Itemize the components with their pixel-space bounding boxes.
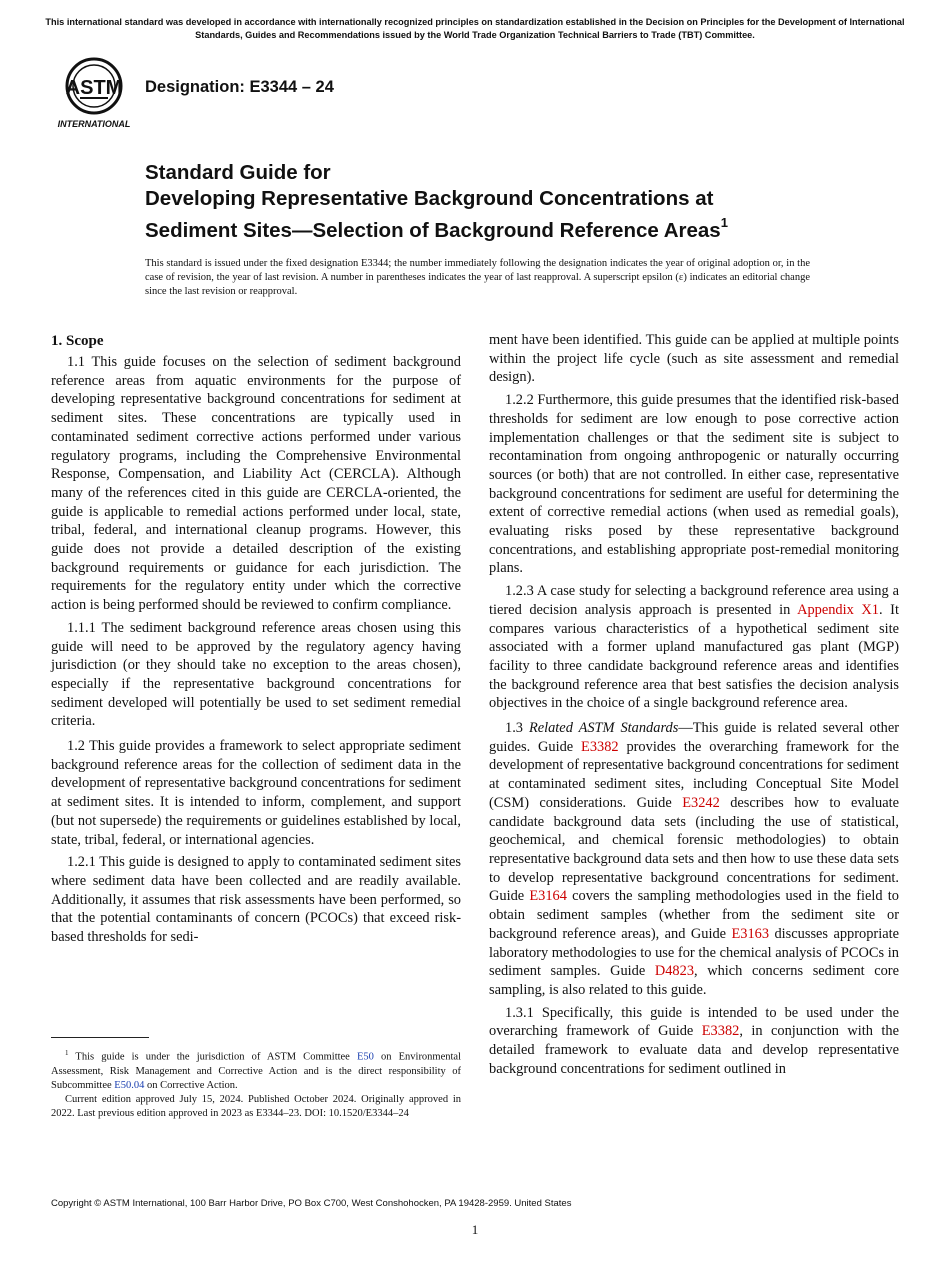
paragraph-1-2-1: 1.2.1 This guide is designed to apply to contaminated sediment sites where sediment data have been collected and are readily available. Additionally, it assumes that risk assessments have been performed, so that the potential contaminants of concern (PCOCs) that exceed risk-based thresholds for sedi- [51,854,461,946]
p131-text-b: , in conjunction with the detailed framework to evaluate data and develop representative background concentrations for sediment outlined in [489,1023,899,1077]
document-title [145,160,865,244]
appendix-x1-link[interactable]: Appendix X1 [797,601,879,618]
footnote-edition: Current edition approved July 15, 2024. Published October 2024. Originally approved in 2022. Last previous edition approved in 2023 as E3344–23. DOI: 10.1520/E3344–24 [51,1093,461,1119]
p13-text-b: provides the overarching framework for the development of representative background concentrations for sediment at contaminated sediment sites, including Conceptual Site Model (CSM) considerations. Guide [489,738,899,811]
footnote-mark: 1 [65,1049,69,1057]
title-footnote-mark: 1 [720,215,728,230]
p13-num: 1.3 [505,720,529,737]
e3382-link[interactable]: E3382 [581,738,619,755]
e3382-link-2[interactable]: E3382 [701,1023,740,1040]
paragraph-1-1-1: 1.1.1 The sediment background reference areas chosen using this guide will need to be approved by the regulatory agency having jurisdiction (or they should take no exception to the areas chosen), especially if the representative background concentrations for sediment developed will potentially be used to set sediment remedial criteria. [51,619,461,730]
wto-notice: This international standard was developed in accordance with internationally recognized principles on standardization established in the Decision on Principles for the Development of International Standards, Guides and Recommendations issued by the World Trade Organization Technical Barriers to Trade (TBT) Committee. [45,17,905,40]
d4823-link[interactable]: D4823 [654,963,695,980]
logo-mark: ASTM [65,77,123,99]
e3242-link[interactable]: E3242 [682,794,720,811]
title-line-3-text: Sediment Sites—Selection of Background Reference Areas [145,218,721,242]
footnote-1 [51,1046,461,1093]
title-line-2: Developing Representative Background Concentrations at [145,187,714,210]
paragraph-1-1: 1.1 This guide focuses on the selection of sediment background reference areas from aquatic environments for the purpose of developing representative background concentrations for sediment at sediment sites. These concentrations are typically used in contaminated sediment corrective actions performed under various regulatory programs, including the Comprehensive Environmental Response, Compensation, and Liability Act (CERCLA). Although many of the references cited in this guide are CERCLA-oriented, the guide is applicable to remedial actions performed under local, state, tribal, federal, and international cleanup programs. However, this guide does not provide a detailed description of the existing background requirements or guidance for each jurisdiction. The requirements for the regulatory entity under which the corrective action is being performed should be reviewed to confirm compliance. [51,354,461,614]
e50-04-link[interactable]: E50.04 [114,1079,145,1091]
p13-italic-heading: Related ASTM Standards [528,720,679,737]
p13-text-d: covers the sampling methodologies used in the field to obtain sediment samples (whether from the sediment site or background reference areas), and Guide [489,888,899,942]
preface-note: This standard is issued under the fixed designation E3344; the number immediately following the designation indicates the year of original adoption or, in the case of revision, the year of last revision. A number in parentheses indicates the year of last reapproval. A superscript epsilon (ε) indicates an editorial change since the last revision or reapproval. [145,258,810,297]
paragraph-1-3 [489,719,899,1000]
p13-text-f: , which concerns sediment core sampling, is also related to this guide. [489,963,899,998]
designation: Designation: E3344 – 24 [145,78,334,96]
p123-text-b: . It compares various characteristics of a hypothetical sediment site associated with a former upland manufactured gas plant (MGP) facility to three candidate background reference areas and identifies the background reference area that best satisfies the decision analysis objectives in the choice of a single background reference area. [489,601,899,712]
footnote-divider [51,1037,149,1038]
p131-text-a: 1.3.1 Specifically, this guide is intended to be used under the overarching framework of Guide [489,1004,899,1040]
title-line-1: Standard Guide for [145,161,331,184]
copyright: Copyright © ASTM International, 100 Barr Harbor Drive, PO Box C700, West Conshohocken, PA 19428-2959. United States [51,1198,572,1209]
footnote-text-b: on Environmental Assessment, Risk Management and Corrective Action and is the direct responsibility of Subcommittee [51,1051,462,1091]
paragraph-1-2-2: 1.2.2 Furthermore, this guide presumes that the identified risk-based thresholds for sediment are low enough to pose corrective action implementation challenges or that the sediment site is subject to recontamination from ongoing anthropogenic or naturally occurring sources (or both) that are not controlled. In either case, representative background concentrations for sediment are useful for determining the extent of corrective remedial actions (when used as remedial goals), evaluating risks posed by these representative background concentrations, and establishing appropriate post-remedial monitoring plans. [489,392,899,577]
logo-caption: INTERNATIONAL [57,119,131,129]
p13-text-a: —This guide is related several other guides. Guide [489,720,900,755]
footnote-text-a: This guide is under the jurisdiction of ASTM Committee [68,1051,357,1063]
footnote [51,1046,461,1121]
paragraph-1-2-3 [489,582,899,713]
footnote-text-c: on Corrective Action. [144,1079,238,1091]
paragraph-1-2: 1.2 This guide provides a framework to select appropriate sediment background reference areas for the collection of sediment data in the development of representative background concentrations for sediment at sediment sites. It is intended to inform, complement, and support (but not supersede) the requirements or guidelines established by local, state, tribal, federal, or international agencies. [51,738,461,848]
p13-text-e: discusses appropriate laboratory methodologies to use for the chemical analysis of PCOCs in sediment samples. Guide [489,925,899,980]
e50-link[interactable]: E50 [356,1051,374,1063]
right-column [489,331,899,1082]
p123-text-a: 1.2.3 A case study for selecting a background reference area using a tiered decision analysis approach is presented in [489,583,899,618]
astm-logo-icon [54,56,134,132]
paragraph-1-3-1 [489,1004,899,1079]
e3164-link[interactable]: E3164 [529,888,567,905]
page-number: 1 [471,1222,479,1237]
e3163-link[interactable]: E3163 [731,925,770,942]
title-line-3 [145,212,865,244]
section-heading-scope: 1. Scope [51,333,104,349]
left-column [51,331,461,951]
p13-text-c: describes how to evaluate candidate background data sets (including the use of statistical, geochemical, and chemical forensic methodologies) to obtain representative background data sets and then how to use these data sets to develop representative background concentrations for sediment. Guide [489,794,899,905]
paragraph-1-2-1-continued: ment have been identified. This guide can be applied at multiple points within the project life cycle (such as site assessment and remedial design). [489,332,899,386]
